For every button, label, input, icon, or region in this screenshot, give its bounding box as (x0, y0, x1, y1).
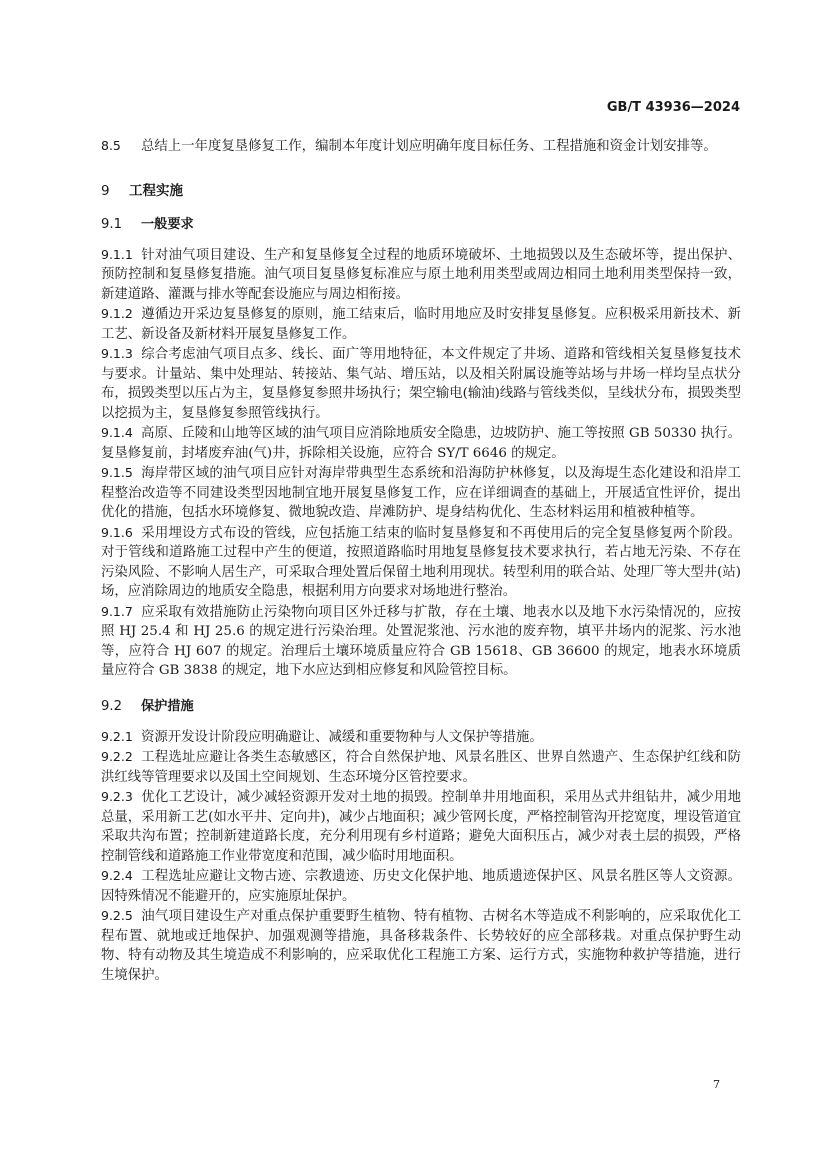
clause-9-1-6: 9.1.6 采用埋设方式布设的管线，应包括施工结束的临时复垦修复和不再使用后的完全复垦修复两个阶段。对于管线和道路施工过程中产生的便道，按照道路临时用地复垦修复技术要求执行，若占地无污染、不存在污染风险、不影响人居生产，可采取合理处置后保留土地利用现状。转型利用的联合站、处理厂等大型井(站)场，应消除周边的地质安全隐患，根据利用方向要求对场地进行整治。 (101, 524, 741, 599)
document-body (101, 136, 741, 985)
clause-8-5: 8.5 总结上一年度复垦修复工作，编制本年度计划应明确年度目标任务、工程措施和资金计划安排等。 (101, 138, 717, 154)
clause-9-2-3: 9.2.3 优化工艺设计，减少减轻资源开发对土地的损毁。控制单井用地面积，采用丛式井组钻井，减少用地总量，采用新工艺(如水平井、定向井)，减少占地面积；减少管网长度，严格控制管沟开挖宽度，埋设管道宜采取共沟布置；控制新建道路长度，充分利用现有乡村道路；避免大面积压占，减少对表土层的损毁，严格控制管线和道路施工作业带宽度和范围，减少临时用地面积。 (101, 789, 741, 864)
clause-9-1-3: 9.1.3 综合考虑油气项目点多、线长、面广等用地特征，本文件规定了井场、道路和管线相关复垦修复技术与要求。计量站、集中处理站、转接站、集气站、增压站，以及相关附属设施等站场与井场一样均呈点状分布，损毁类型以压占为主，复垦修复参照井场执行；架空输电(输油)线路与管线类似，呈线状分布，损毁类型以挖损为主，复垦修复参照管线执行。 (101, 346, 741, 421)
clause-9-1-1: 9.1.1 针对油气项目建设、生产和复垦修复全过程的地质环境破坏、土地损毁以及生态破坏等，提出保护、预防控制和复垦修复措施。油气项目复垦修复标准应与原土地利用类型或周边相同土地利用类型保持一致，新建道路、灌溉与排水等配套设施应与周边相衔接。 (101, 246, 741, 302)
clause-9-1-7: 9.1.7 应采取有效措施防止污染物向项目区外迁移与扩散，存在土壤、地表水以及地下水污染情况的，应按照 HJ 25.4 和 HJ 25.6 的规定进行污染治理。处置泥浆池、污水池的废弃物，填平井场内的泥浆、污水池等，应符合 HJ 607 的规定。治理后土壤环境质量应符合 GB 15618、GB 36600 的规定，地表水环境质量应符合 GB 3838 的规定，地下水应达到相应修复和风险管控目标。 (101, 603, 741, 678)
clause-9-2-4: 9.2.4 工程选址应避让文物古迹、宗教遗迹、历史文化保护地、地质遗迹保护区、风景名胜区等人文资源。因特殊情况不能避开的，应实施原址保护。 (101, 868, 741, 904)
clause-9-1-2: 9.1.2 遵循边开采边复垦修复的原则，施工结束后，临时用地应及时安排复垦修复。应积极采用新技术、新工艺、新设备及新材料开展复垦修复工作。 (101, 306, 741, 342)
clause-9-1-5: 9.1.5 海岸带区域的油气项目应针对海岸带典型生态系统和沿海防护林修复，以及海堤生态化建设和沿岸工程整治改造等不同建设类型因地制宜地开展复垦修复工作，应在详细调查的基础上，开展适宜性评价，提出优化的措施，包括水环境修复、微地貌改造、岸滩防护、堤身结构优化、生态材料运用和植被种植等。 (101, 465, 741, 520)
page-number: 7 (713, 1078, 720, 1091)
section-heading-9-1: 9.1 一般要求 (101, 216, 194, 232)
section-heading-9-2: 9.2 保护措施 (101, 698, 194, 714)
clause-9-2-1: 9.2.1 资源开发设计阶段应明确避让、减缓和重要物种与人文保护等措施。 (101, 728, 543, 745)
clause-9-1-4: 9.1.4 高原、丘陵和山地等区域的油气项目应消除地质安全隐患，边坡防护、施工等按照 GB 50330 执行。复垦修复前，封堵废弃油(气)井，拆除相关设施，应符合 SY/T 6646 的规定。 (101, 425, 741, 461)
standard-number: GB/T 43936—2024 (606, 100, 740, 115)
clause-9-2-2: 9.2.2 工程选址应避让各类生态敏感区，符合自然保护地、风景名胜区、世界自然遗产、生态保护红线和防洪红线等管理要求以及国土空间规划、生态环境分区管控要求。 (101, 749, 741, 785)
section-heading-9: 9 工程实施 (101, 182, 183, 199)
clause-9-2-5: 9.2.5 油气项目建设生产对重点保护重要野生植物、特有植物、古树名木等造成不利影响的，应采取优化工程布置、就地或迁地保护、加强观测等措施，具备移栽条件、长势较好的应全部移栽。对重点保护野生动物、特有动物及其生境造成不利影响的，应采取优化工程施工方案、运行方式，实施物种救护等措施，进行生境保护。 (101, 908, 741, 983)
